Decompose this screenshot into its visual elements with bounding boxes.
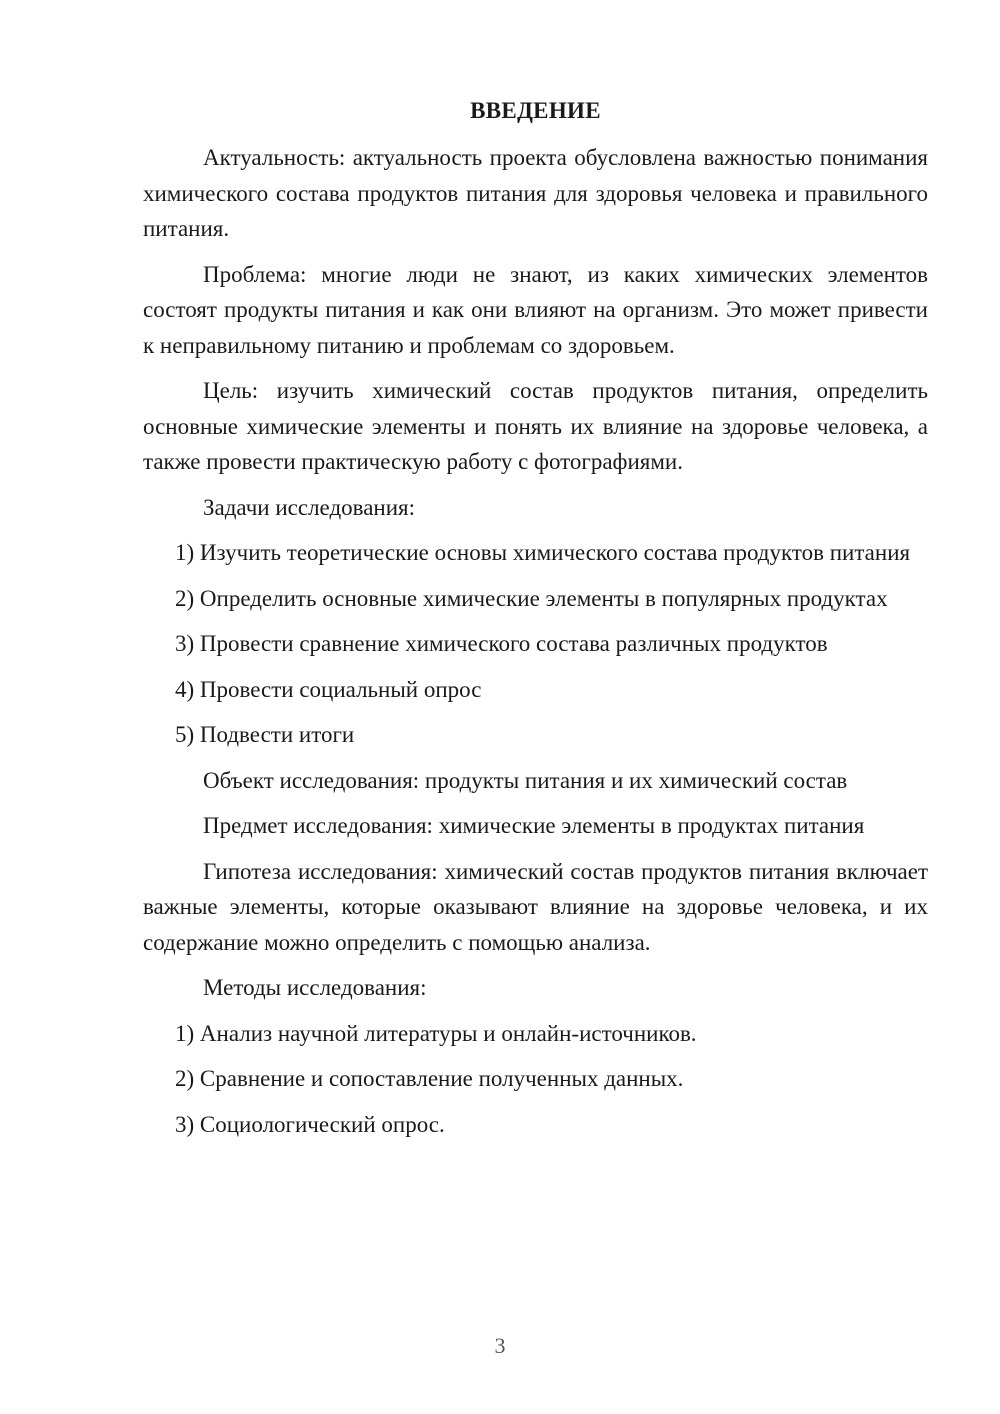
task-item-5: 5) Подвести итоги <box>175 722 355 747</box>
goal-paragraph: Цель: изучить химический состав продуктов питания, определить основные химические элементы и понять их влияние на здоровье человека, а также провести практическую работу с фотографиями. <box>143 378 928 474</box>
relevance-paragraph: Актуальность: актуальность проекта обусловлена важностью понимания химического состава продуктов питания для здоровья человека и правильного питания. <box>143 145 928 241</box>
method-item-3: 3) Социологический опрос. <box>175 1111 445 1137</box>
subject-paragraph: Предмет исследования: химические элементы в продуктах питания <box>203 813 865 838</box>
task-item-1: 1) Изучить теоретические основы химического состава продуктов питания <box>175 540 911 565</box>
task-item-3: 3) Провести сравнение химического состава различных продуктов <box>175 631 828 656</box>
task-item-2: 2) Определить основные химические элементы в популярных продуктах <box>175 585 888 611</box>
method-item-1: 1) Анализ научной литературы и онлайн-источников. <box>175 1020 697 1046</box>
page-number: 3 <box>494 1333 506 1358</box>
problem-paragraph: Проблема: многие люди не знают, из каких химических элементов состоят продукты питания и как они влияют на организм. Это может привести к неправильному питанию и проблемам со здоровьем. <box>143 261 928 358</box>
object-paragraph: Объект исследования: продукты питания и их химический состав <box>203 767 848 793</box>
task-item-4: 4) Провести социальный опрос <box>175 676 482 702</box>
tasks-heading: Задачи исследования: <box>203 494 416 520</box>
methods-heading: Методы исследования: <box>203 975 427 1000</box>
method-item-2: 2) Сравнение и сопоставление полученных данных. <box>175 1066 684 1091</box>
document-page <box>143 96 928 1152</box>
page-title: ВВЕДЕНИЕ <box>470 98 601 123</box>
hypothesis-paragraph: Гипотеза исследования: химический состав продуктов питания включает важные элементы, которые оказывают влияние на здоровье человека, и их содержание можно определить с помощью анализа. <box>143 858 928 955</box>
